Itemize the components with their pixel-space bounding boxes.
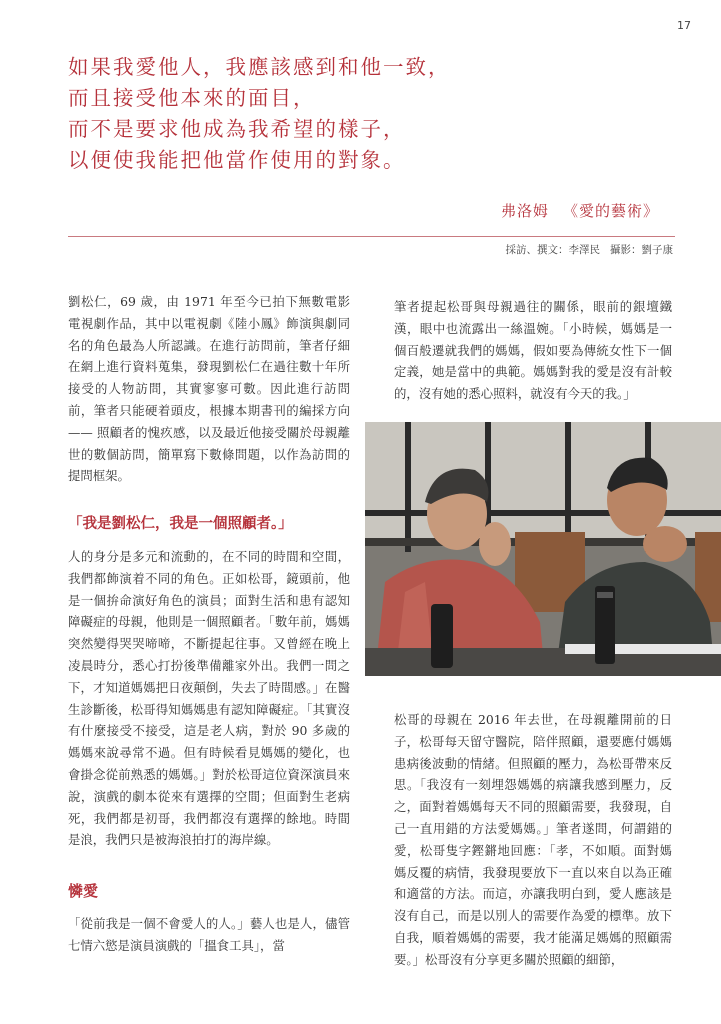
epigraph-quote — [68, 52, 668, 176]
section-heading-compassion: 憐愛 — [68, 882, 99, 900]
left-paragraph-3 — [68, 913, 350, 957]
epigraph-line: 而不是要求他成為我希望的樣子， — [68, 117, 406, 141]
epigraph-attribution — [501, 200, 659, 221]
article-credits — [506, 242, 674, 257]
interview-photo — [365, 422, 721, 676]
paragraph-text: 松哥的母親在 2016 年去世，在母親離開前的日子，松哥每天留守醫院，陪伴照顧，還要應付媽媽患病後波動的情緒。但照顧的壓力，為松哥帶來反思。「我沒有一刻埋怨媽媽的病讓我感到壓力，反之，面對着媽媽每天不同的照顧需要，我發現，自己一直用錯的方法愛媽媽。」筆者遂問，何謂錯的愛，松哥隻字鏗鏘地回應：「孝，不如順。面對媽媽反覆的病情，我發現要放下一直以來自以為正確和適當的方法。而這，亦讓我明白到，愛人應該是沒有自己，而是以別人的需要作為愛的標準。放下自我，順着媽媽的需要，我才能滿足媽媽的照顧需要。」松哥沒有分享更多關於照顧的細節， — [394, 712, 672, 967]
paragraph-text: 筆者提起松哥與母親過往的關係，眼前的銀壇鐵漢，眼中也流露出一絲溫婉。「小時候，媽媽是一個百般遷就我們的媽媽，假如要為傳統女性下一個定義，她是當中的典範。媽媽對我的愛是沒有計較的，沒有她的悉心照料，就沒有今天的我。」 — [394, 299, 672, 402]
right-paragraph-1 — [394, 296, 672, 405]
epigraph-author: 弗洛姆 — [500, 202, 549, 220]
left-paragraph-2 — [68, 546, 350, 851]
epigraph-line: 如果我愛他人，我應該感到和他一致， — [68, 55, 451, 79]
epigraph-book: 《愛的藝術》 — [562, 202, 659, 220]
paragraph-text: 人的身分是多元和流動的，在不同的時間和空間，我們都飾演着不同的角色。正如松哥，鏡頭前，他是一個拚命演好角色的演員；面對生活和患有認知障礙症的母親，他則是一個照顧者。「數年前，媽媽突然變得哭哭啼啼，不斷提起往事。又曾經在晚上凌晨時分，悉心打扮後準備離家外出。我們一問之下，才知道媽媽把日夜顛倒，失去了時間感。」在醫生診斷後，松哥得知媽媽患有認知障礙症。「其實沒有什麼接受不接受，這是老人病，對於 90 多歲的媽媽來說尋常不過。但有時候看見媽媽的變化，也會掛念從前熟悉的媽媽。」對於松哥這位資深演員來說，演戲的劇本從來有選擇的空間；但面對生老病死，我們都是初哥，我們都沒有選擇的餘地。時間是浪，我們只是被海浪拍打的海岸線。 — [68, 549, 350, 848]
epigraph-line: 以便使我能把他當作使用的對象。 — [68, 148, 406, 172]
left-paragraph-1 — [68, 291, 350, 487]
photo-credit: 攝影：劉子康 — [610, 244, 673, 256]
page-number: 17 — [677, 19, 691, 32]
divider-rule — [68, 236, 675, 237]
paragraph-text: 劉松仁，69 歲，由 1971 年至今已拍下無數電影電視劇作品，其中以電視劇《陸小鳳》飾演與劇同名的角色最為人所認識。在進行訪問前，筆者仔細在網上進行資料蒐集，發現劉松仁在過往數十年所接受的人物訪問，其實寥寥可數。因此進行訪問前，筆者只能硬着頭皮，根據本期書刊的編採方向 —— 照顧者的愧疚感，以及最近他接受關於母親離世的數個訪問，簡單寫下數條問題，以作為訪問的提問框架。 — [68, 294, 350, 484]
right-paragraph-2 — [394, 709, 672, 971]
epigraph-line: 而且接受他本來的面目， — [68, 86, 316, 110]
paragraph-text: 「從前我是一個不會愛人的人。」藝人也是人，儘管七情六慾是演員演戲的「搵食工具」，當 — [68, 916, 350, 953]
interview-credit: 採訪、撰文：李澤民 — [505, 244, 600, 256]
section-heading-caregiver: 「我是劉松仁，我是一個照顧者。」 — [68, 516, 293, 532]
